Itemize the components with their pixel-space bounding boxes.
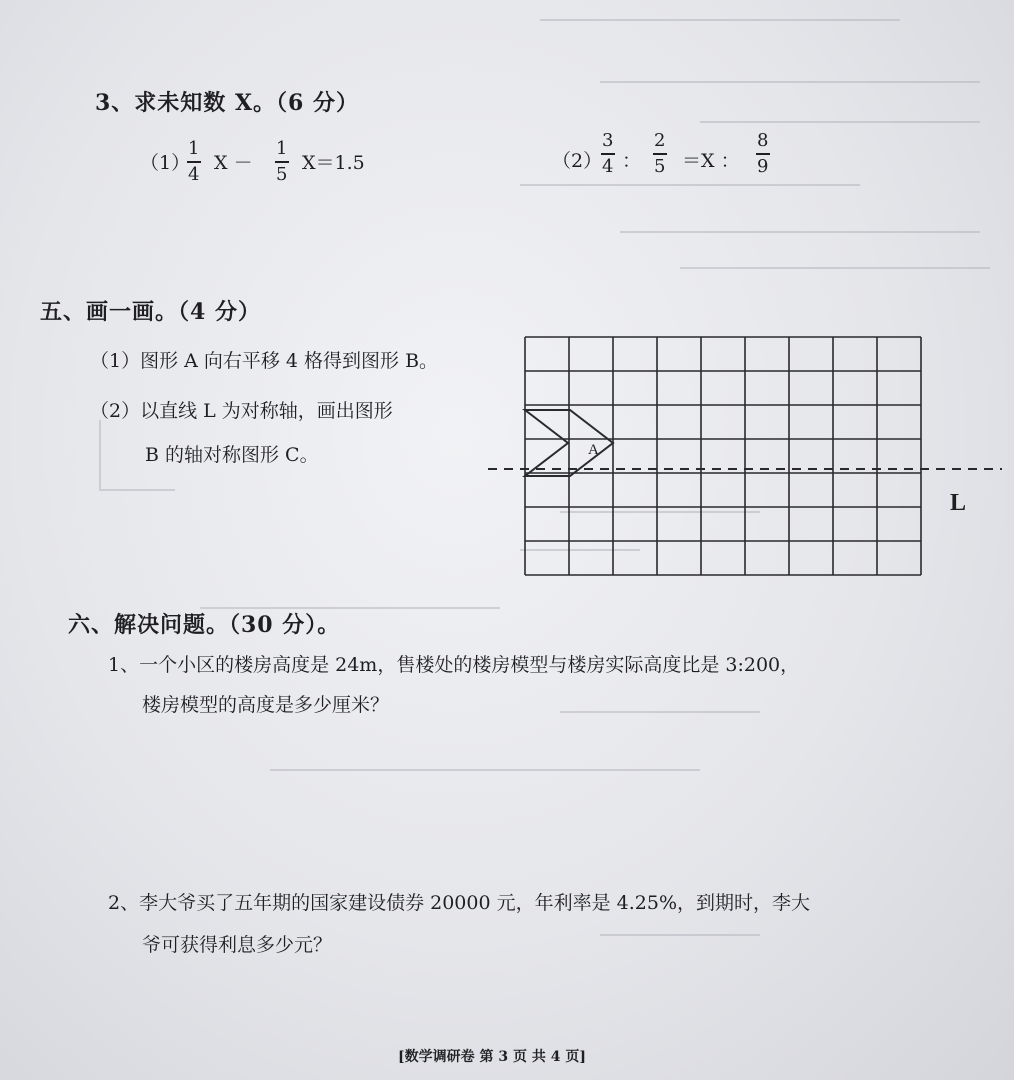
fraction-bar [756, 153, 770, 155]
q3-part1-tail: X＝1.5 [302, 152, 365, 174]
fraction-bar [275, 161, 289, 163]
fraction-bar [187, 161, 201, 163]
fraction-denominator: 4 [602, 156, 614, 177]
page-footer: [数学调研卷 第 3 页 共 4 页] [398, 1049, 586, 1065]
fraction-2-5 [652, 130, 667, 178]
q3-part2-mid: ＝X ： [682, 150, 740, 172]
axis-label-l: L [950, 490, 967, 516]
section5-item1: （1）图形 A 向右平移 4 格得到图形 B。 [90, 350, 439, 372]
figure-a-label: A [588, 442, 599, 458]
fraction-denominator: 5 [654, 156, 666, 177]
fraction-numerator: 2 [654, 130, 666, 151]
fraction-1-4 [186, 138, 201, 186]
fraction-numerator: 1 [276, 138, 288, 159]
problem1-line2: 楼房模型的高度是多少厘米？ [142, 694, 390, 716]
q3-part2-label: （2） [552, 150, 603, 172]
q3-heading: 3、求未知数 X。（6 分） [95, 90, 360, 116]
fraction-3-4 [600, 130, 615, 178]
q3-part2-colon: ： [622, 150, 642, 172]
fraction-bar [653, 153, 667, 155]
section6-heading: 六、解决问题。（30 分）。 [68, 612, 341, 638]
problem2-line1: 2、李大爷买了五年期的国家建设债券 20000 元，年利率是 4.25%，到期时，李大 [108, 892, 811, 914]
fraction-8-9 [755, 130, 770, 178]
fraction-numerator: 1 [188, 138, 200, 159]
fraction-bar [601, 153, 615, 155]
fraction-denominator: 4 [188, 164, 200, 185]
drawing-grid [510, 330, 967, 580]
section5-item2-line2: B 的轴对称图形 C。 [145, 444, 319, 466]
fraction-numerator: 8 [757, 130, 769, 151]
q3-part1-mid: X － [214, 152, 253, 174]
section5-heading: 五、画一画。（4 分） [40, 299, 261, 325]
fraction-denominator: 9 [757, 156, 769, 177]
problem2-line2: 爷可获得利息多少元？ [142, 934, 333, 956]
grid-lines [525, 337, 921, 575]
fraction-1-5 [274, 138, 289, 186]
q3-part1-label: （1） [140, 152, 191, 174]
fraction-numerator: 3 [602, 130, 614, 151]
fraction-denominator: 5 [276, 164, 288, 185]
section5-item2-line1: （2）以直线 L 为对称轴，画出图形 [90, 400, 393, 422]
problem1-line1: 1、一个小区的楼房高度是 24m，售楼处的楼房模型与楼房实际高度比是 3:200， [108, 654, 800, 676]
